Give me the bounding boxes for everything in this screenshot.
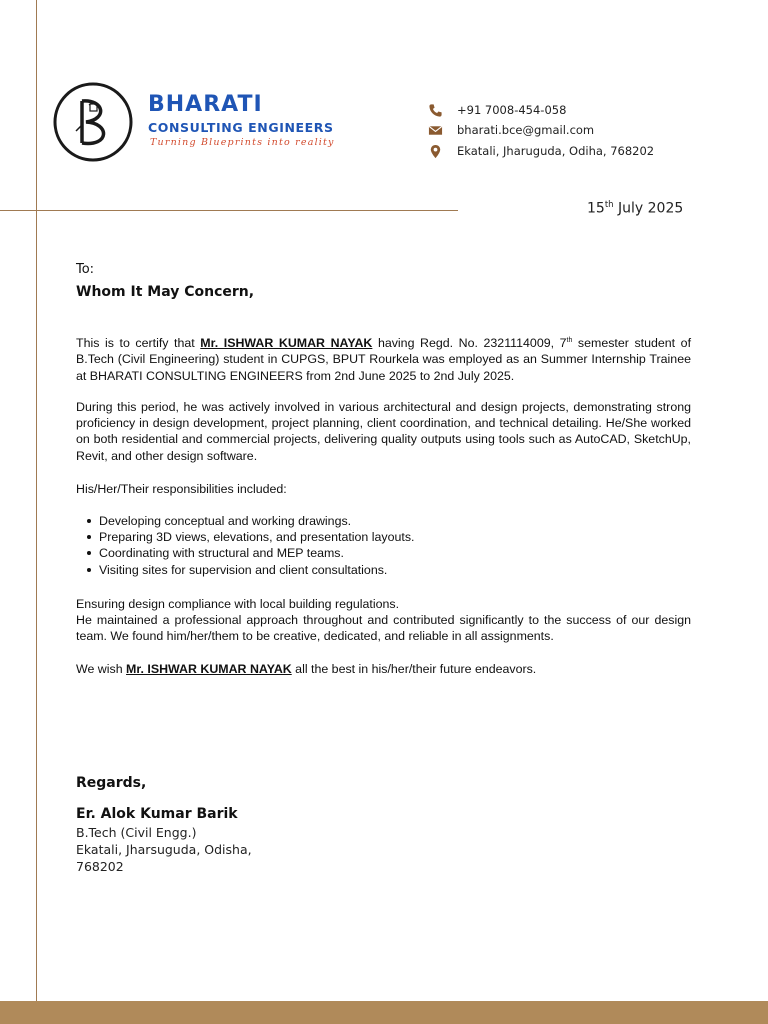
- left-border-line: [36, 0, 37, 1002]
- phone-icon: [426, 101, 444, 119]
- intern-name: Mr. ISHWAR KUMAR NAYAK: [200, 336, 373, 351]
- footer-bar: [0, 1001, 768, 1024]
- signatory-address-line1: Ekatali, Jharsuguda, Odisha,: [76, 842, 252, 857]
- contact-phone: [426, 101, 566, 119]
- bullet-icon: [87, 551, 91, 555]
- signatory-name: Er. Alok Kumar Barik: [76, 806, 238, 822]
- bullet-icon: [87, 519, 91, 523]
- bullet-icon: [87, 535, 91, 539]
- contact-address: [426, 142, 654, 160]
- responsibilities-intro: His/Her/Their responsibilities included:: [76, 482, 287, 496]
- letter-date: 15th July 2025: [587, 200, 684, 217]
- signatory-address-line2: 768202: [76, 859, 124, 874]
- contact-email: [426, 121, 594, 139]
- address-text: Ekatali, Jharuguda, Odiha, 768202: [457, 144, 655, 158]
- list-item: Preparing 3D views, elevations, and presentation layouts.: [76, 529, 691, 545]
- list-item: Developing conceptual and working drawings.: [76, 513, 691, 529]
- to-label: To:: [76, 262, 95, 277]
- responsibilities-list: [76, 513, 691, 578]
- header-divider-line: [0, 210, 458, 211]
- bullet-icon: [87, 568, 91, 572]
- list-item: Visiting sites for supervision and client consultations.: [76, 562, 691, 578]
- company-subtitle: CONSULTING ENGINEERS: [148, 120, 334, 135]
- company-logo: [52, 81, 134, 163]
- compliance-line: Ensuring design compliance with local building regulations.: [76, 597, 400, 611]
- company-tagline: Turning Blueprints into reality: [150, 137, 335, 148]
- salutation: Whom It May Concern,: [76, 284, 255, 300]
- email-text: bharati.bce@gmail.com: [457, 123, 595, 137]
- phone-text: +91 7008-454-058: [457, 103, 567, 117]
- certificate-paragraph: This is to certify that Mr. ISHWAR KUMAR NAYAK having Regd. No. 2321114009, 7th semester student of B.Tech (Civil Engineering) student in CUPGS, BPUT Rourkela was employed as an Summer Internship Trainee at BHARATI CONSULTING ENGINEERS from 2nd June 2025 to 2nd July 2025.: [76, 336, 692, 383]
- location-pin-icon: [426, 142, 444, 160]
- company-name: BHARATI: [148, 92, 263, 117]
- conduct-paragraph: He maintained a professional approach throughout and contributed significantly to the success of our design team. We found him/her/them to be creative, dedicated, and reliable in all assignments.: [76, 613, 691, 644]
- closing-wish: We wish Mr. ISHWAR KUMAR NAYAK all the best in his/her/their future endeavors.: [76, 662, 537, 676]
- signatory-qualification: B.Tech (Civil Engg.): [76, 825, 197, 840]
- mail-icon: [426, 121, 444, 139]
- regards: Regards,: [76, 775, 147, 791]
- list-item: Coordinating with structural and MEP teams.: [76, 545, 691, 561]
- activities-paragraph: During this period, he was actively involved in various architectural and design projects, demonstrating strong proficiency in design development, project planning, client coordination, and technical detailing. He/She worked on both residential and commercial projects, delivering quality outputs using tools such as AutoCAD, SketchUp, Revit, and other design software.: [76, 400, 691, 463]
- intern-name: Mr. ISHWAR KUMAR NAYAK: [126, 662, 292, 676]
